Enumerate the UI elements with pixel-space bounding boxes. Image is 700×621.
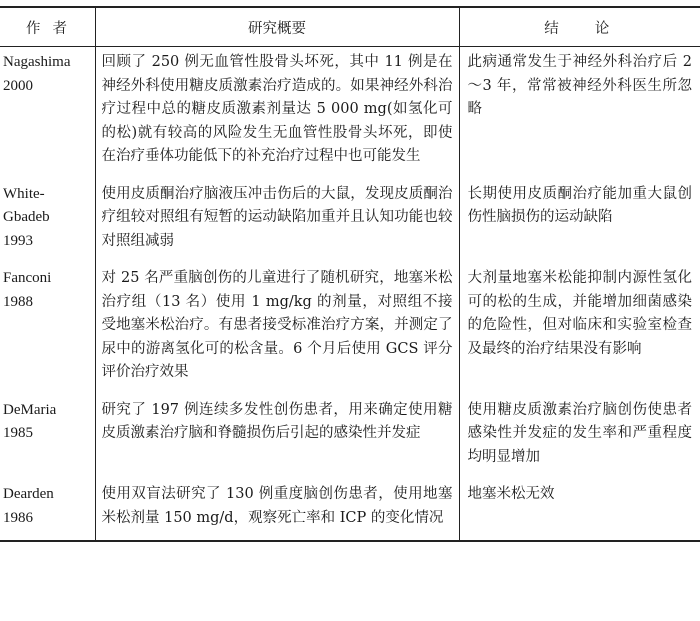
conclusion-cell: 此病通常发生于神经外科治疗后 2～3 年，常常被神经外科医生所忽略 (467, 54, 692, 117)
table-header-row (0, 7, 700, 47)
header-summary: 研究概要 (95, 7, 459, 47)
conclusion-cell: 使用糖皮质激素治疗脑创伤使患者感染性并发症的发生率和严重程度均明显增加 (467, 401, 692, 465)
table-row (0, 395, 700, 480)
author-name-cont: Gbadeb (3, 209, 50, 225)
header-conclusion: 结论 (544, 20, 646, 37)
author-cell (0, 263, 95, 395)
summary-cell: 研究了 197 例连续多发性创伤患者，用来确定使用糖皮质激素治疗脑和脊髓损伤后引起的感染性并发症 (95, 395, 459, 480)
author-name: DeMaria (3, 401, 57, 418)
table-row (0, 479, 700, 541)
author-name: Nagashima (3, 54, 71, 70)
author-year: 1986 (3, 509, 33, 526)
table-row (0, 47, 700, 179)
author-cell (0, 179, 95, 264)
author-cell (0, 395, 95, 480)
author-year: 2000 (3, 77, 33, 94)
summary-cell: 回顾了 250 例无血管性股骨头坏死，其中 11 例是在神经外科使用糖皮质激素治疗造成的。如果神经外科治疗过程中总的糖皮质激素剂量达 5 000 mg(如氢化可的松)就有较高的风险发生无血管性股骨头坏死，即使在治疗垂体功能低下的补充治疗过程中也可能发生 (95, 47, 459, 179)
author-cell (0, 47, 95, 179)
author-year: 1993 (3, 232, 33, 249)
conclusion-cell: 长期使用皮质酮治疗能加重大鼠创伤性脑损伤的运动缺陷 (467, 185, 692, 225)
table-row (0, 179, 700, 264)
author-name: White- (3, 185, 45, 202)
author-name: Fanconi (3, 270, 52, 286)
summary-cell: 使用双盲法研究了 130 例重度脑创伤患者，使用地塞米松剂量 150 mg/d，观察死亡率和 ICP 的变化情况 (95, 479, 459, 541)
author-year: 1985 (3, 425, 33, 441)
table-row (0, 263, 700, 395)
study-table (0, 6, 700, 542)
summary-cell: 使用皮质酮治疗脑液压冲击伤后的大鼠，发现皮质酮治疗组较对照组有短暂的运动缺陷加重并且认知功能也较对照组减弱 (95, 179, 459, 264)
summary-cell: 对 25 名严重脑创伤的儿童进行了随机研究，地塞米松治疗组（13 名）使用 1 mg/kg 的剂量，对照组不接受地塞米松治疗。有患者接受标准治疗方案，并测定了尿中的游离氢化可的松含量。6 个月后使用 GCS 评分评价治疗效果 (95, 263, 459, 395)
author-name: Dearden (3, 486, 54, 502)
conclusion-cell: 大剂量地塞米松能抑制内源性氢化可的松的生成，并能增加细菌感染的危险性，但对临床和实验室检查及最终的治疗结果没有影响 (467, 270, 692, 357)
conclusion-cell: 地塞米松无效 (467, 486, 555, 502)
author-year: 1988 (3, 293, 33, 310)
header-author: 作者 (0, 7, 95, 47)
author-cell (0, 479, 95, 541)
